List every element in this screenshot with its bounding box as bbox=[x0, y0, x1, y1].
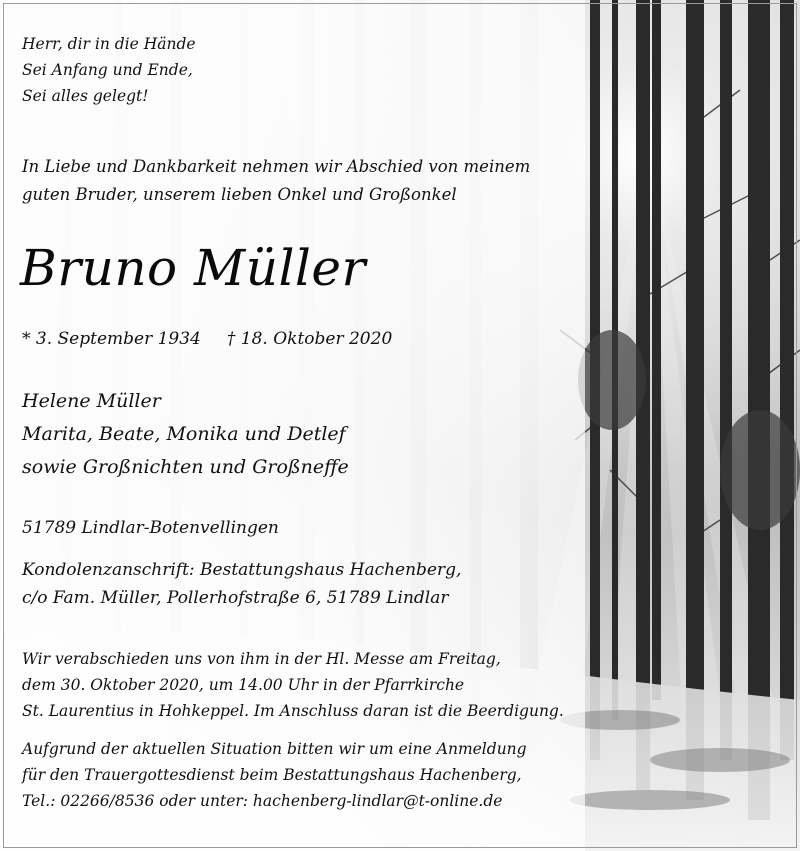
motto-line-1: Herr, dir in die Hände bbox=[22, 35, 196, 53]
intro-line-1: In Liebe und Dankbarkeit nehmen wir Abschied von meinem bbox=[22, 157, 531, 176]
death-date: † 18. Oktober 2020 bbox=[226, 329, 393, 349]
service-line-1: Wir verabschieden uns von ihm in der Hl. Messe am Freitag, bbox=[22, 650, 501, 668]
notice-line-3: Tel.: 02266/8536 oder unter: hachenberg-lindlar@t-online.de bbox=[22, 792, 503, 810]
condolence-line-1: Kondolenzanschrift: Bestattungshaus Hachenberg, bbox=[22, 560, 462, 580]
birth-date: * 3. September 1934 bbox=[22, 329, 201, 349]
notice-line-1: Aufgrund der aktuellen Situation bitten wir um eine Anmeldung bbox=[22, 740, 527, 758]
family-line-2: Marita, Beate, Monika und Detlef bbox=[22, 423, 346, 445]
deceased-name: Bruno Müller bbox=[20, 239, 366, 297]
condolence-line-2: c/o Fam. Müller, Pollerhofstraße 6, 51789 Lindlar bbox=[22, 588, 449, 608]
service-line-2: dem 30. Oktober 2020, um 14.00 Uhr in der Pfarrkirche bbox=[22, 676, 465, 694]
motto-line-3: Sei alles gelegt! bbox=[22, 87, 149, 105]
notice-line-2: für den Trauergottesdienst beim Bestattungshaus Hachenberg, bbox=[22, 766, 522, 784]
place: 51789 Lindlar-Botenvellingen bbox=[22, 518, 279, 538]
intro-line-2: guten Bruder, unserem lieben Onkel und Großonkel bbox=[22, 185, 457, 204]
service-line-3: St. Laurentius in Hohkeppel. Im Anschluss daran ist die Beerdigung. bbox=[22, 702, 564, 720]
motto-line-2: Sei Anfang und Ende, bbox=[22, 61, 193, 79]
family-line-1: Helene Müller bbox=[22, 390, 161, 412]
family-line-3: sowie Großnichten und Großneffe bbox=[22, 456, 349, 478]
life-dates bbox=[22, 328, 392, 350]
